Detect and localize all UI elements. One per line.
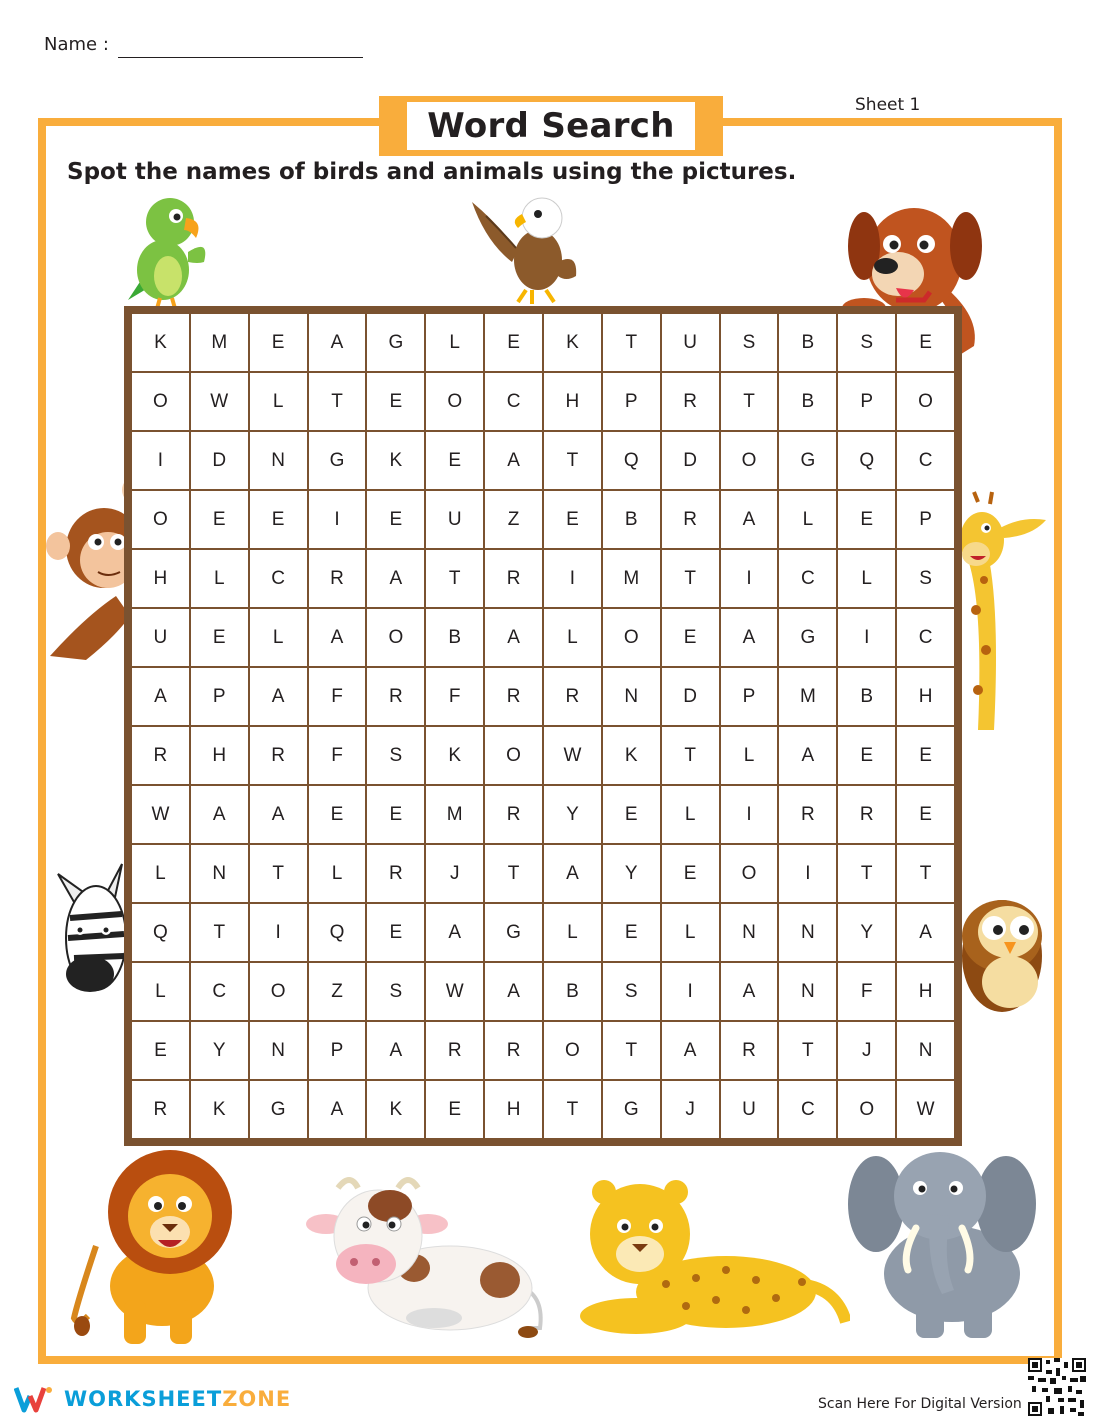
grid-cell[interactable]: R [779, 786, 836, 843]
grid-cell[interactable]: H [544, 373, 601, 430]
grid-cell[interactable]: I [779, 845, 836, 902]
grid-cell[interactable]: Q [603, 432, 660, 489]
grid-cell[interactable]: S [721, 314, 778, 371]
grid-cell[interactable]: O [603, 609, 660, 666]
grid-cell[interactable]: R [662, 491, 719, 548]
grid-cell[interactable]: U [132, 609, 189, 666]
grid-cell[interactable]: T [603, 1022, 660, 1079]
grid-cell[interactable]: R [367, 845, 424, 902]
grid-cell[interactable]: W [132, 786, 189, 843]
grid-cell[interactable]: A [721, 963, 778, 1020]
grid-cell[interactable]: N [779, 904, 836, 961]
grid-cell[interactable]: O [485, 727, 542, 784]
grid-cell[interactable]: M [779, 668, 836, 725]
grid-cell[interactable]: E [191, 609, 248, 666]
grid-cell[interactable]: S [367, 963, 424, 1020]
grid-cell[interactable]: E [897, 786, 954, 843]
grid-cell[interactable]: B [603, 491, 660, 548]
grid-cell[interactable]: D [662, 668, 719, 725]
grid-cell[interactable]: B [779, 373, 836, 430]
grid-cell[interactable]: E [603, 904, 660, 961]
grid-cell[interactable]: A [485, 609, 542, 666]
grid-cell[interactable]: E [426, 432, 483, 489]
grid-cell[interactable]: R [367, 668, 424, 725]
grid-cell[interactable]: L [309, 845, 366, 902]
grid-cell[interactable]: C [779, 1081, 836, 1138]
grid-cell[interactable]: G [603, 1081, 660, 1138]
grid-cell[interactable]: M [191, 314, 248, 371]
grid-cell[interactable]: H [897, 668, 954, 725]
cow-icon [304, 1168, 548, 1340]
grid-cell[interactable]: M [603, 550, 660, 607]
grid-cell[interactable]: T [662, 550, 719, 607]
grid-cell[interactable]: C [485, 373, 542, 430]
grid-cell[interactable]: R [662, 373, 719, 430]
cheetah-icon [576, 1174, 850, 1338]
grid-cell[interactable]: L [544, 904, 601, 961]
grid-cell[interactable]: S [603, 963, 660, 1020]
lion-icon [66, 1150, 242, 1350]
grid-cell[interactable]: Z [309, 963, 366, 1020]
grid-cell[interactable]: U [721, 1081, 778, 1138]
grid-cell[interactable]: O [250, 963, 307, 1020]
grid-cell[interactable]: E [367, 904, 424, 961]
grid-cell[interactable]: A [250, 668, 307, 725]
grid-cell[interactable]: O [721, 845, 778, 902]
grid-cell[interactable]: P [897, 491, 954, 548]
grid-cell[interactable]: F [309, 668, 366, 725]
grid-cell[interactable]: O [132, 491, 189, 548]
grid-cell[interactable]: E [250, 491, 307, 548]
grid-cell[interactable]: D [662, 432, 719, 489]
grid-cell[interactable]: Y [544, 786, 601, 843]
grid-cell[interactable]: L [662, 904, 719, 961]
word-search-board [124, 306, 962, 1146]
grid-cell[interactable]: C [897, 432, 954, 489]
grid-cell[interactable]: T [779, 1022, 836, 1079]
grid-cell[interactable]: R [838, 786, 895, 843]
grid-cell[interactable]: Y [838, 904, 895, 961]
grid-cell[interactable]: T [897, 845, 954, 902]
grid-cell[interactable]: K [544, 314, 601, 371]
grid-cell[interactable]: L [250, 373, 307, 430]
grid-cell[interactable]: A [309, 609, 366, 666]
grid-cell[interactable]: R [544, 668, 601, 725]
grid-cell[interactable]: H [485, 1081, 542, 1138]
grid-cell[interactable]: N [603, 668, 660, 725]
grid-cell[interactable]: R [426, 1022, 483, 1079]
logo-w-icon [14, 1384, 54, 1414]
sheet-label: Sheet 1 [855, 95, 921, 115]
grid-cell[interactable]: J [426, 845, 483, 902]
grid-cell[interactable]: K [367, 1081, 424, 1138]
grid-cell[interactable]: N [779, 963, 836, 1020]
parrot-icon [108, 192, 212, 316]
grid-cell[interactable]: B [426, 609, 483, 666]
grid-cell[interactable]: K [132, 314, 189, 371]
grid-cell[interactable]: E [132, 1022, 189, 1079]
grid-cell[interactable]: E [191, 491, 248, 548]
grid-cell[interactable]: I [544, 550, 601, 607]
grid-cell[interactable]: K [603, 727, 660, 784]
grid-cell[interactable]: W [897, 1081, 954, 1138]
grid-cell[interactable]: H [132, 550, 189, 607]
grid-cell[interactable]: T [250, 845, 307, 902]
grid-cell[interactable]: O [721, 432, 778, 489]
grid-cell[interactable]: T [662, 727, 719, 784]
grid-cell[interactable]: P [721, 668, 778, 725]
grid-cell[interactable]: T [721, 373, 778, 430]
scan-caption: Scan Here For Digital Version [818, 1396, 1022, 1412]
grid-cell[interactable]: F [426, 668, 483, 725]
page-title: Word Search [407, 102, 695, 150]
grid-cell[interactable]: I [309, 491, 366, 548]
grid-cell[interactable]: W [426, 963, 483, 1020]
eagle-icon [466, 192, 592, 306]
grid-cell[interactable]: N [897, 1022, 954, 1079]
grid-cell[interactable]: E [367, 373, 424, 430]
grid-cell[interactable]: O [544, 1022, 601, 1079]
grid-cell[interactable]: B [544, 963, 601, 1020]
grid-cell[interactable]: F [309, 727, 366, 784]
grid-cell[interactable]: T [309, 373, 366, 430]
grid-cell[interactable]: L [544, 609, 601, 666]
grid-cell[interactable]: N [191, 845, 248, 902]
grid-cell[interactable]: R [132, 727, 189, 784]
grid-cell[interactable]: L [426, 314, 483, 371]
grid-cell[interactable]: E [662, 609, 719, 666]
grid-cell[interactable]: K [191, 1081, 248, 1138]
grid-cell[interactable]: R [485, 1022, 542, 1079]
grid-cell[interactable]: A [191, 786, 248, 843]
grid-cell[interactable]: G [309, 432, 366, 489]
grid-cell[interactable]: A [662, 1022, 719, 1079]
elephant-icon [846, 1144, 1046, 1344]
grid-cell[interactable]: B [779, 314, 836, 371]
grid-cell[interactable]: E [426, 1081, 483, 1138]
grid-cell[interactable]: A [367, 1022, 424, 1079]
grid-cell[interactable]: T [544, 1081, 601, 1138]
grid-cell[interactable]: A [721, 609, 778, 666]
grid-cell[interactable]: J [838, 1022, 895, 1079]
grid-cell[interactable]: A [544, 845, 601, 902]
grid-cell[interactable]: A [485, 963, 542, 1020]
grid-cell[interactable]: C [250, 550, 307, 607]
grid-cell[interactable]: Q [132, 904, 189, 961]
grid-cell[interactable]: Y [191, 1022, 248, 1079]
letter-grid [132, 314, 954, 1138]
grid-cell[interactable]: I [721, 550, 778, 607]
grid-cell[interactable]: Q [838, 432, 895, 489]
grid-cell[interactable]: P [838, 373, 895, 430]
grid-cell[interactable]: T [485, 845, 542, 902]
grid-cell[interactable]: T [838, 845, 895, 902]
grid-cell[interactable]: S [838, 314, 895, 371]
grid-cell[interactable]: L [132, 963, 189, 1020]
grid-cell[interactable]: R [132, 1081, 189, 1138]
grid-cell[interactable]: E [897, 314, 954, 371]
qr-code-icon[interactable] [1028, 1358, 1086, 1416]
grid-cell[interactable]: Q [309, 904, 366, 961]
grid-cell[interactable]: E [662, 845, 719, 902]
grid-cell[interactable]: E [838, 491, 895, 548]
grid-cell[interactable]: T [603, 314, 660, 371]
grid-cell[interactable]: W [544, 727, 601, 784]
owl-icon [962, 876, 1050, 1014]
grid-cell[interactable]: R [485, 668, 542, 725]
grid-cell[interactable]: A [485, 432, 542, 489]
grid-cell[interactable]: N [250, 432, 307, 489]
grid-cell[interactable]: P [603, 373, 660, 430]
grid-cell[interactable]: N [250, 1022, 307, 1079]
grid-cell[interactable]: B [838, 668, 895, 725]
grid-cell[interactable]: U [662, 314, 719, 371]
instruction-text: Spot the names of birds and animals using the pictures. [67, 159, 797, 185]
grid-cell[interactable]: A [309, 1081, 366, 1138]
grid-cell[interactable]: P [191, 668, 248, 725]
grid-cell[interactable]: R [309, 550, 366, 607]
grid-cell[interactable]: I [662, 963, 719, 1020]
grid-cell[interactable]: L [838, 550, 895, 607]
grid-cell[interactable]: D [191, 432, 248, 489]
grid-cell[interactable]: R [250, 727, 307, 784]
grid-cell[interactable]: T [426, 550, 483, 607]
grid-cell[interactable]: Y [603, 845, 660, 902]
grid-cell[interactable]: W [191, 373, 248, 430]
grid-cell[interactable]: A [309, 314, 366, 371]
grid-cell[interactable]: A [426, 904, 483, 961]
grid-cell[interactable]: N [721, 904, 778, 961]
grid-cell[interactable]: L [662, 786, 719, 843]
grid-cell[interactable]: J [662, 1081, 719, 1138]
grid-cell[interactable]: R [485, 786, 542, 843]
grid-cell[interactable]: H [191, 727, 248, 784]
grid-cell[interactable]: R [485, 550, 542, 607]
grid-cell[interactable]: A [721, 491, 778, 548]
grid-cell[interactable]: P [309, 1022, 366, 1079]
grid-cell[interactable]: E [367, 491, 424, 548]
grid-cell[interactable]: O [367, 609, 424, 666]
grid-cell[interactable]: E [838, 727, 895, 784]
name-line[interactable] [118, 57, 363, 58]
grid-cell[interactable]: T [191, 904, 248, 961]
grid-cell[interactable]: G [779, 432, 836, 489]
grid-cell[interactable]: T [544, 432, 601, 489]
grid-cell[interactable]: G [779, 609, 836, 666]
grid-cell[interactable]: E [544, 491, 601, 548]
grid-cell[interactable]: I [838, 609, 895, 666]
grid-cell[interactable]: E [485, 314, 542, 371]
grid-cell[interactable]: S [897, 550, 954, 607]
giraffe-icon [960, 490, 1052, 734]
grid-cell[interactable]: A [779, 727, 836, 784]
grid-cell[interactable]: O [426, 373, 483, 430]
grid-cell[interactable]: G [250, 1081, 307, 1138]
grid-cell[interactable]: L [132, 845, 189, 902]
grid-cell[interactable]: O [897, 373, 954, 430]
grid-cell[interactable]: K [426, 727, 483, 784]
grid-cell[interactable]: E [309, 786, 366, 843]
title-box [379, 96, 723, 156]
zebra-icon [52, 858, 126, 1000]
grid-cell[interactable]: R [721, 1022, 778, 1079]
grid-cell[interactable]: L [721, 727, 778, 784]
grid-cell[interactable]: H [897, 963, 954, 1020]
grid-cell[interactable]: A [250, 786, 307, 843]
grid-cell[interactable]: O [132, 373, 189, 430]
grid-cell[interactable]: I [132, 432, 189, 489]
grid-cell[interactable]: E [603, 786, 660, 843]
grid-cell[interactable]: E [897, 727, 954, 784]
grid-cell[interactable]: C [897, 609, 954, 666]
grid-cell[interactable]: O [838, 1081, 895, 1138]
worksheetzone-logo[interactable] [14, 1384, 291, 1414]
grid-cell[interactable]: L [779, 491, 836, 548]
grid-cell[interactable]: Z [485, 491, 542, 548]
grid-cell[interactable]: M [426, 786, 483, 843]
grid-cell[interactable]: L [191, 550, 248, 607]
grid-cell[interactable]: A [132, 668, 189, 725]
grid-cell[interactable]: G [485, 904, 542, 961]
grid-cell[interactable]: A [897, 904, 954, 961]
grid-cell[interactable]: E [250, 314, 307, 371]
grid-cell[interactable]: L [250, 609, 307, 666]
grid-cell[interactable]: A [367, 550, 424, 607]
logo-text: WORKSHEETZONE [64, 1387, 292, 1411]
grid-cell[interactable]: C [779, 550, 836, 607]
grid-cell[interactable]: S [367, 727, 424, 784]
grid-cell[interactable]: G [367, 314, 424, 371]
grid-cell[interactable]: F [838, 963, 895, 1020]
grid-cell[interactable]: E [367, 786, 424, 843]
grid-cell[interactable]: I [250, 904, 307, 961]
name-label: Name : [44, 34, 109, 55]
grid-cell[interactable]: U [426, 491, 483, 548]
grid-cell[interactable]: K [367, 432, 424, 489]
grid-cell[interactable]: I [721, 786, 778, 843]
grid-cell[interactable]: C [191, 963, 248, 1020]
